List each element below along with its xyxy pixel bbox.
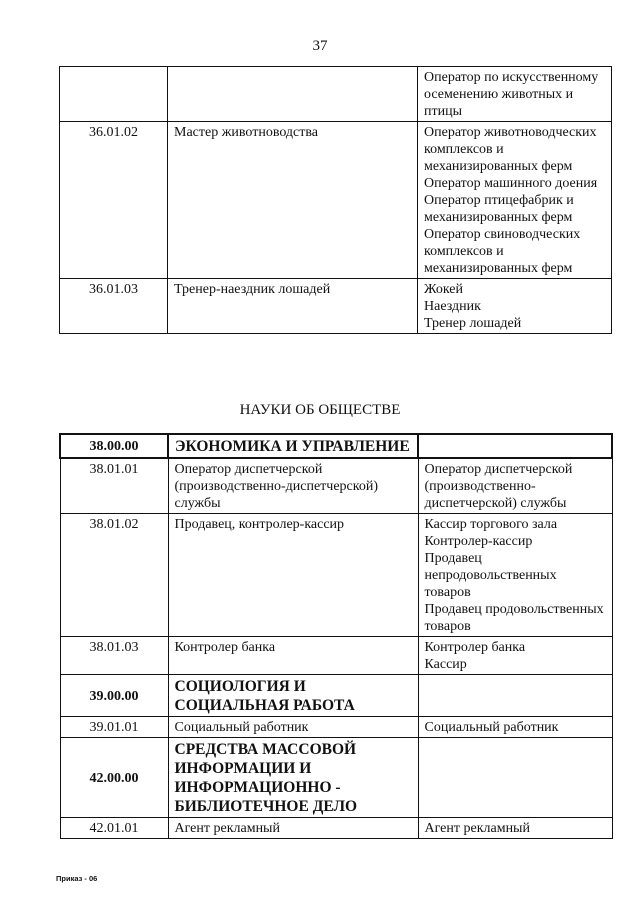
qualification-item: Продавец непродовольственных товаров [424, 551, 557, 600]
qualifications-cell [418, 279, 612, 334]
qualification-item: Оператор животноводческих комплексов и механизированных ферм [424, 125, 597, 174]
table-row [60, 67, 612, 122]
qualification-item: Жокей [424, 282, 463, 297]
qualification-item: Продавец продовольственных товаров [424, 602, 604, 634]
table-row [60, 818, 612, 839]
code-cell: 38.01.03 [60, 637, 168, 675]
qualification-item: Тренер лошадей [424, 316, 522, 331]
table-row [60, 514, 612, 637]
qualification-item: Контролер банка [424, 640, 526, 655]
empty-cell [418, 675, 612, 717]
page-number: 37 [312, 38, 328, 54]
section-title-cell: СОЦИОЛОГИЯ И СОЦИАЛЬНАЯ РАБОТА [168, 675, 418, 717]
qualification-item: Кассир [424, 657, 467, 672]
qualification-item: Социальный работник [424, 720, 559, 735]
profession-cell: Мастер животноводства [168, 122, 418, 279]
empty-cell [418, 738, 612, 818]
qualifications-cell [418, 122, 612, 279]
qualifications-cell [418, 818, 612, 839]
qualification-item: Агент рекламный [424, 821, 530, 836]
qualification-item: Оператор диспетчерской (производственно-диспетчерской) службы [424, 462, 573, 511]
code-cell: 36.01.02 [60, 122, 168, 279]
qualifications-cell [418, 637, 612, 675]
table-row [60, 279, 612, 334]
section-code-cell: 42.00.00 [60, 738, 168, 818]
qualifications-cell [418, 458, 612, 514]
profession-cell: Контролер банка [168, 637, 418, 675]
table-row [60, 637, 612, 675]
table-row [60, 717, 612, 738]
empty-cell [418, 434, 612, 458]
profession-cell: Оператор диспетчерской (производственно-диспетчерской) службы [168, 458, 418, 514]
section-row [60, 434, 612, 458]
profession-cell: Агент рекламный [168, 818, 418, 839]
table-row [60, 122, 612, 279]
section-heading: НАУКИ ОБ ОБЩЕСТВЕ [239, 402, 401, 418]
professions-table-social-sciences [59, 433, 613, 839]
section-title-cell: ЭКОНОМИКА И УПРАВЛЕНИЕ [168, 434, 418, 458]
code-cell: 39.01.01 [60, 717, 168, 738]
code-cell: 38.01.02 [60, 514, 168, 637]
qualification-item: Кассир торгового зала [424, 517, 558, 532]
qualifications-cell [418, 67, 612, 122]
table-row [60, 458, 612, 514]
code-cell: 38.01.01 [60, 458, 168, 514]
qualification-item: Контролер-кассир [424, 534, 533, 549]
section-row [60, 738, 612, 818]
footer-order-label: Приказ - 06 [56, 874, 98, 883]
profession-cell [168, 67, 418, 122]
code-cell [60, 67, 168, 122]
section-code-cell: 38.00.00 [60, 434, 168, 458]
section-title-cell: СРЕДСТВА МАССОВОЙ ИНФОРМАЦИИ И ИНФОРМАЦИОННО - БИБЛИОТЕЧНОЕ ДЕЛО [168, 738, 418, 818]
qualifications-cell [418, 514, 612, 637]
code-cell: 42.01.01 [60, 818, 168, 839]
qualification-item: Наездник [424, 299, 481, 314]
section-row [60, 675, 612, 717]
qualification-item: Оператор машинного доения [424, 176, 598, 191]
code-cell: 36.01.03 [60, 279, 168, 334]
qualifications-cell [418, 717, 612, 738]
profession-cell: Социальный работник [168, 717, 418, 738]
qualification-item: Оператор свиноводческих комплексов и механизированных ферм [424, 227, 581, 276]
profession-cell: Тренер-наездник лошадей [168, 279, 418, 334]
section-code-cell: 39.00.00 [60, 675, 168, 717]
qualification-item: Оператор птицефабрик и механизированных ферм [424, 193, 574, 225]
qualification-item: Оператор по искусственному осеменению животных и птицы [424, 70, 599, 119]
professions-table-agriculture [59, 66, 612, 334]
profession-cell: Продавец, контролер-кассир [168, 514, 418, 637]
